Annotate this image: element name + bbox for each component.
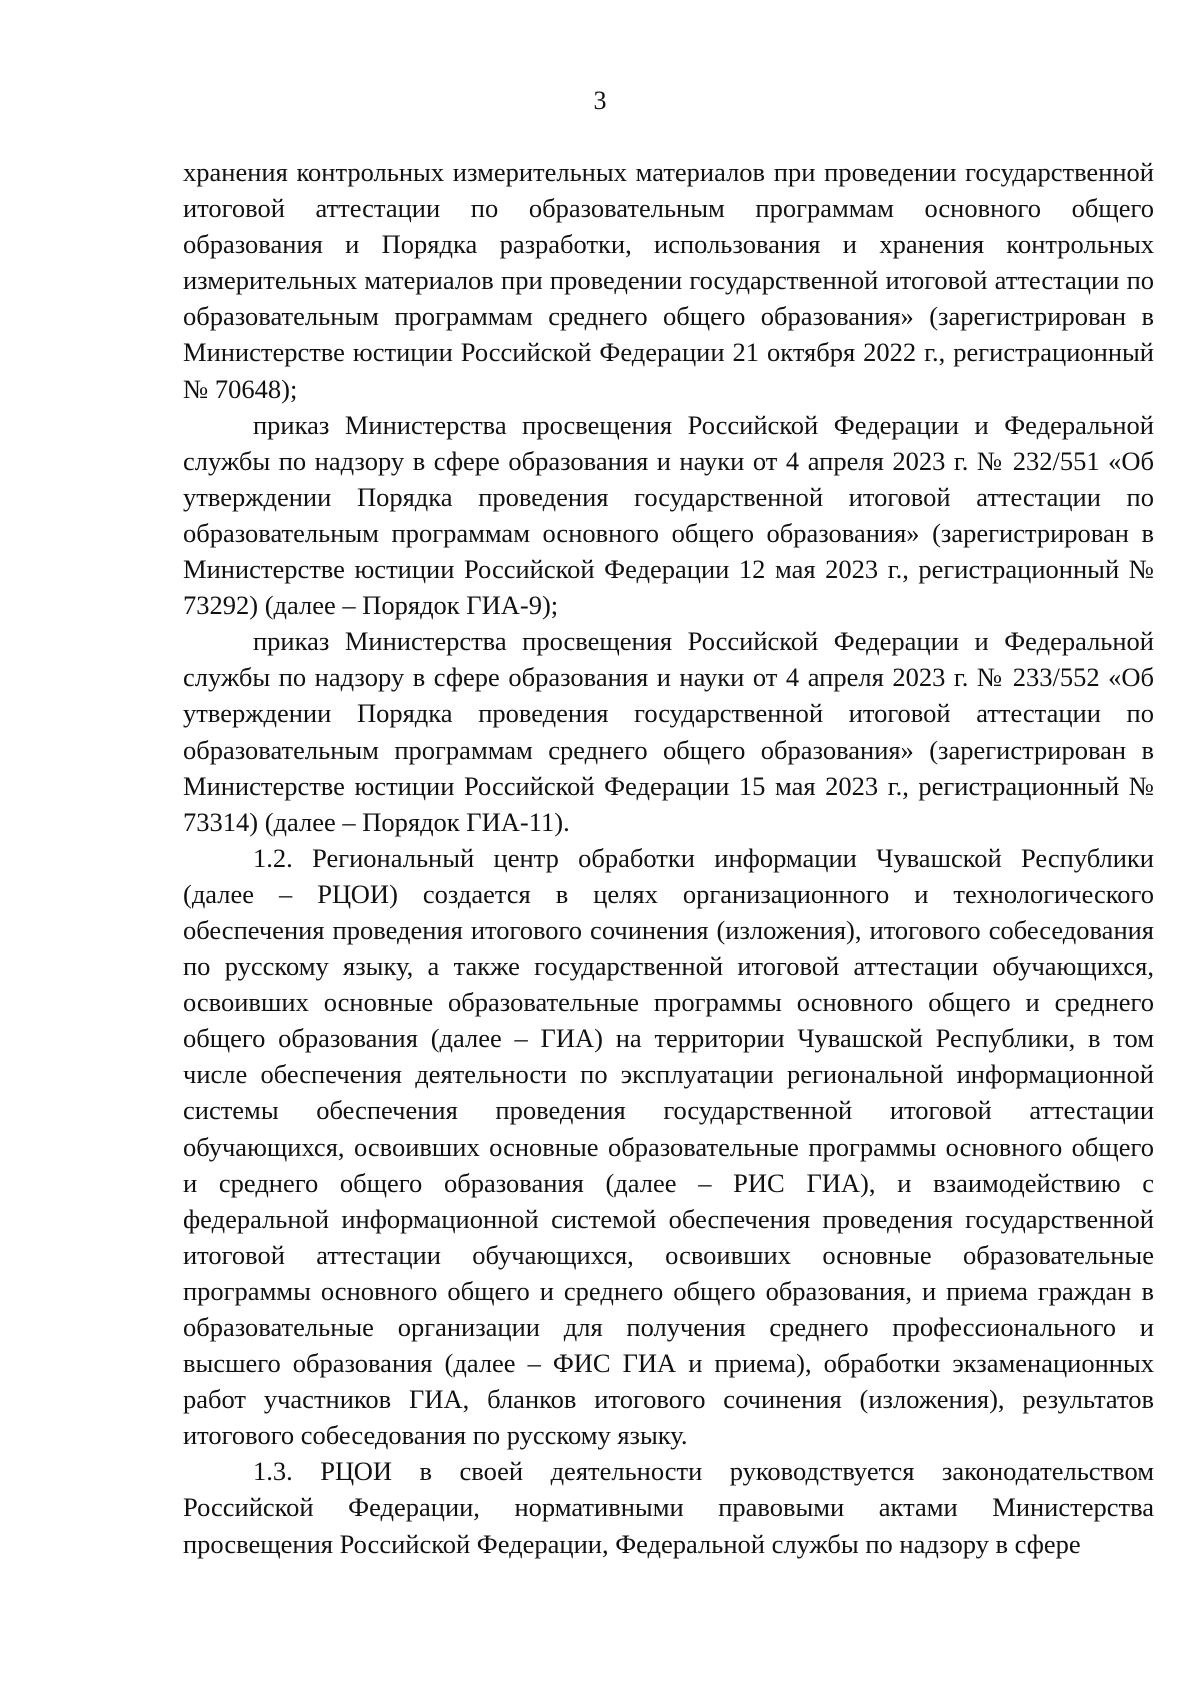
paragraph-1: хранения контрольных измерительных материалов при проведении государственной итоговой аттестации по образовательным программам основного общего образования и Порядка разработки, использования и хранения контрольных измерительных материалов при проведении государственной итоговой аттестации по образовательным программам среднего общего образования» (зарегистрирован в Министерстве юстиции Российской Федерации 21 октября 2022 г., регистрационный № 70648); bbox=[183, 157, 1154, 404]
page-number: 3 bbox=[593, 86, 607, 115]
paragraph-5: 1.3. РЦОИ в своей деятельности руководствуется законодательством Российской Федерации, нормативными правовыми актами Министерства просвещения Российской Федерации, Федеральной службы по надзору в сфере bbox=[183, 1456, 1154, 1559]
paragraph-3: приказ Министерства просвещения Российской Федерации и Федеральной службы по надзору в сфере образования и науки от 4 апреля 2023 г. № 233/552 «Об утверждении Порядка проведения государственной итоговой аттестации по образовательным программам среднего общего образования» (зарегистрирован в Министерстве юстиции Российской Федерации 15 мая 2023 г., регистрационный № 73314) (далее – Порядок ГИА-11). bbox=[183, 626, 1154, 837]
document-body bbox=[183, 154, 1154, 1562]
paragraph-2: приказ Министерства просвещения Российской Федерации и Федеральной службы по надзору в сфере образования и науки от 4 апреля 2023 г. № 232/551 «Об утверждении Порядка проведения государственной итоговой аттестации по образовательным программам основного общего образования» (зарегистрирован в Министерстве юстиции Российской Федерации 12 мая 2023 г., регистрационный № 73292) (далее – Порядок ГИА-9); bbox=[183, 409, 1154, 621]
paragraph-4: 1.2. Региональный центр обработки информации Чувашской Республики (далее – РЦОИ) создается в целях организационного и технологического обеспечения проведения итогового сочинения (изложения), итогового собеседования по русскому языку, а также государственной итоговой аттестации обучающихся, освоивших основные образовательные программы основного общего и среднего общего образования (далее – ГИА) на территории Чувашской Республики, в том числе обеспечения деятельности по эксплуатации региональной информационной системы обеспечения проведения государственной итоговой аттестации обучающихся, освоивших основные образовательные программы основного общего и среднего общего образования (далее – РИС ГИА), и взаимодействию с федеральной информационной системой обеспечения проведения государственной итоговой аттестации обучающихся, освоивших основные образовательные программы основного общего и среднего общего образования, и приема граждан в образовательные организации для получения среднего профессионального и высшего образования (далее – ФИС ГИА и приема), обработки экзаменационных работ участников ГИА, бланков итогового сочинения (изложения), результатов итогового собеседования по русскому языку. bbox=[183, 842, 1154, 1451]
